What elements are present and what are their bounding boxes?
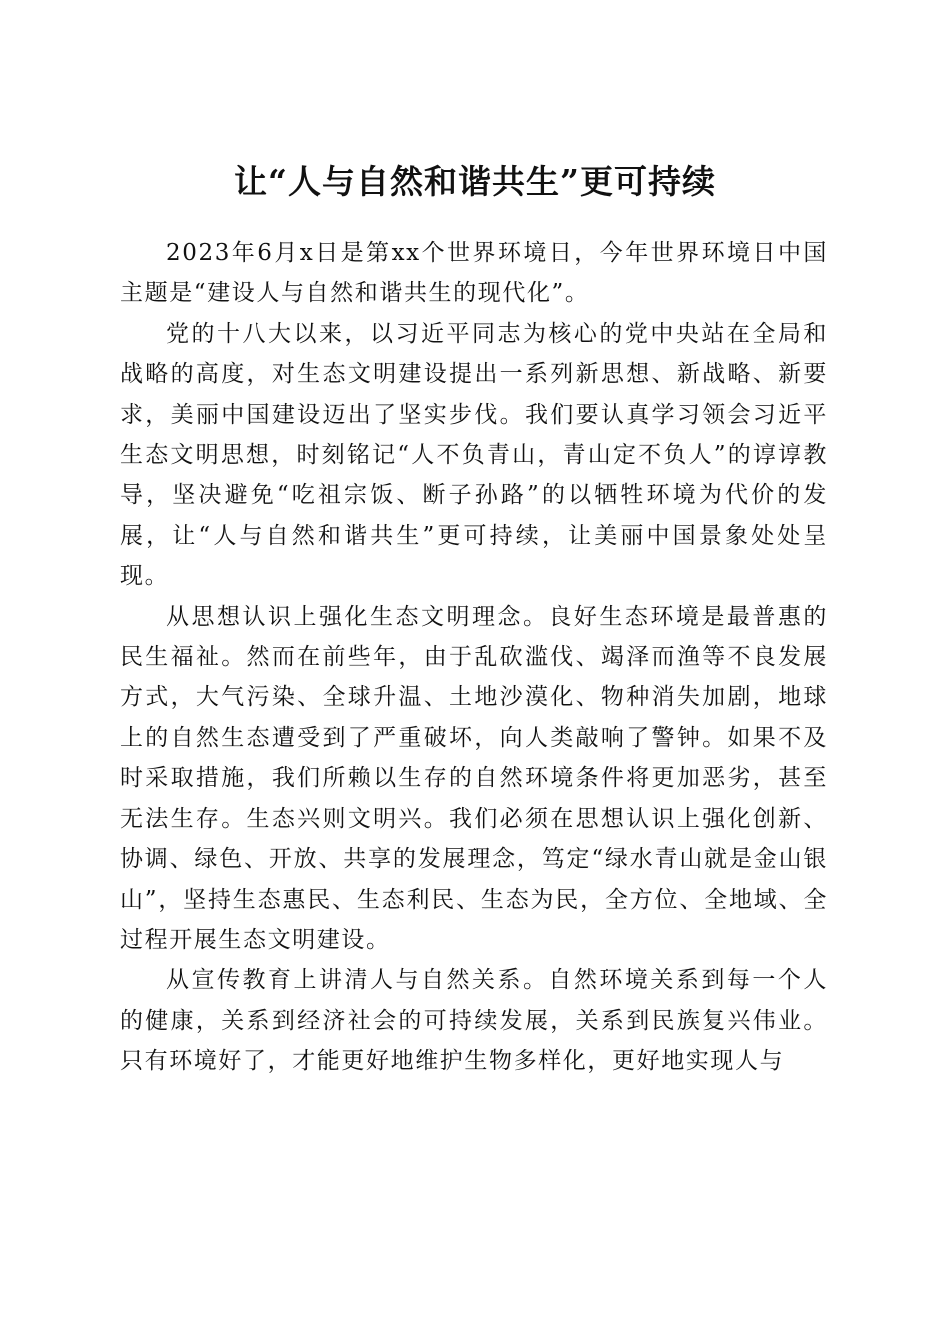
document-body <box>120 233 828 1082</box>
document-title: 让“人与自然和谐共生”更可持续 <box>234 162 716 202</box>
paragraph-ideology: 从思想认识上强化生态文明理念。良好生态环境是最普惠的民生福祉。然而在前些年，由于乱砍滥伐、竭泽而渔等不良发展方式，大气污染、全球升温、土地沙漠化、物种消失加剧，地球上的自然生态遭受到了严重破坏，向人类敲响了警钟。如果不及时采取措施，我们所赖以生存的自然环境条件将更加恶劣，甚至无法生存。生态兴则文明兴。我们必须在思想认识上强化创新、协调、绿色、开放、共享的发展理念，笃定“绿水青山就是金山银山”，坚持生态惠民、生态利民、生态为民，全方位、全地域、全过程开展生态文明建设。 <box>120 603 828 953</box>
paragraph-education: 从宣传教育上讲清人与自然关系。自然环境关系到每一个人的健康，关系到经济社会的可持续发展，关系到民族复兴伟业。只有环境好了，才能更好地维护生物多样化，更好地实现人与 <box>120 967 828 1075</box>
paragraph-party-congress: 党的十八大以来，以习近平同志为核心的党中央站在全局和战略的高度，对生态文明建设提出一系列新思想、新战略、新要求，美丽中国建设迈出了坚实步伐。我们要认真学习领会习近平生态文明思想，时刻铭记“人不负青山，青山定不负人”的谆谆教导，坚决避免“吃祖宗饭、断子孙路”的以牺牲环境为代价的发展，让“人与自然和谐共生”更可持续，让美丽中国景象处处呈现。 <box>120 320 828 590</box>
paragraph-environment-day: 2023年6月x日是第xx个世界环境日，今年世界环境日中国主题是“建设人与自然和谐共生的现代化”。 <box>120 240 828 307</box>
